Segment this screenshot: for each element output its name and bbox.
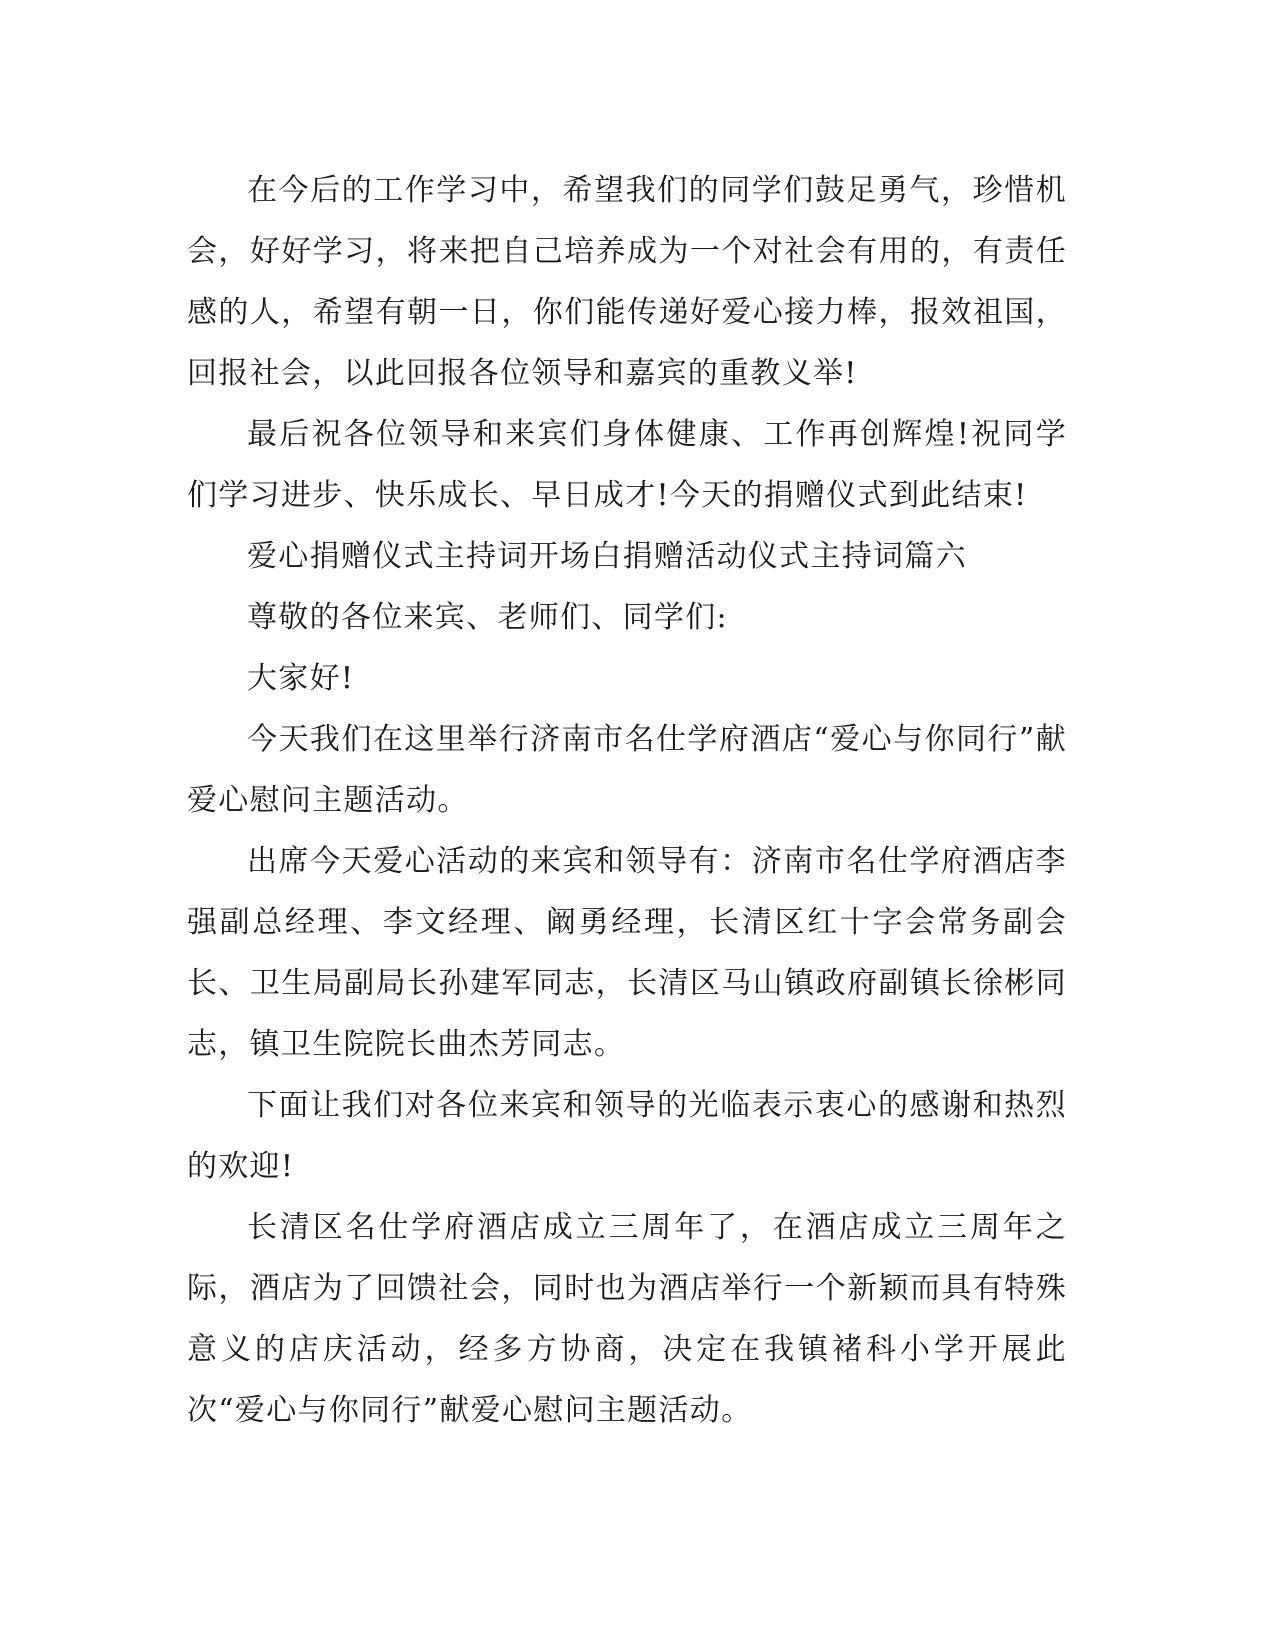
paragraph-attendees: 出席今天爱心活动的来宾和领导有：济南市名仕学府酒店李强副总经理、李文经理、阚勇经理，长清区红十字会常务副会长、卫生局副局长孙建军同志，长清区马山镇政府副镇长徐彬同志，镇卫生院院长曲杰芳同志。 [187,844,1067,1062]
paragraph-welcome: 下面让我们对各位来宾和领导的光临表示衷心的感谢和热烈的欢迎! [187,1088,1067,1184]
paragraph-salutation: 尊敬的各位来宾、老师们、同学们: [247,600,728,635]
document-body [187,160,1067,1441]
paragraph-event-intro: 今天我们在这里举行济南市名仕学府酒店“爱心与你同行”献爱心慰问主题活动。 [187,722,1067,818]
paragraph-background: 长清区名仕学府酒店成立三周年了，在酒店成立三周年之际，酒店为了回馈社会，同时也为酒店举行一个新颖而具有特殊意义的店庆活动，经多方协商，决定在我镇褚科小学开展此次“爱心与你同行”献爱心慰问主题活动。 [187,1210,1067,1428]
section-heading: 爱心捐赠仪式主持词开场白捐赠活动仪式主持词篇六 [247,539,967,574]
paragraph-final-blessing: 最后祝各位领导和来宾们身体健康、工作再创辉煌!祝同学们学习进步、快乐成长、早日成才!今天的捐赠仪式到此结束! [187,417,1067,513]
paragraph-closing-wishes: 在今后的工作学习中，希望我们的同学们鼓足勇气，珍惜机会，好好学习，将来把自己培养成为一个对社会有用的，有责任感的人，希望有朝一日，你们能传递好爱心接力棒，报效祖国，回报社会，以此回报各位领导和嘉宾的重教义举! [187,173,1067,391]
paragraph-greeting: 大家好! [247,661,355,696]
